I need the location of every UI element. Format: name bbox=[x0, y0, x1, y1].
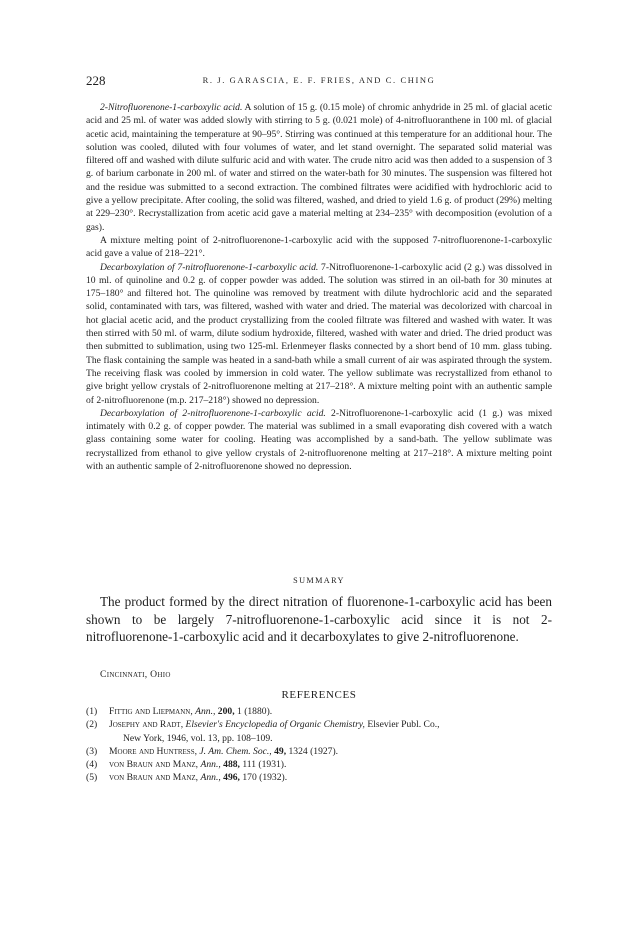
reference-number: (1) bbox=[86, 706, 98, 717]
paragraph bbox=[86, 261, 552, 407]
reference-item bbox=[86, 771, 552, 784]
paragraph bbox=[86, 101, 552, 234]
page-number: 228 bbox=[86, 73, 106, 88]
reference-number: (3) bbox=[86, 745, 98, 757]
summary-heading: SUMMARY bbox=[293, 576, 345, 585]
paragraph-text: 7-Nitrofluorenone-1-carboxylic acid (2 g.) was dissolved in 10 ml. of quinoline and 0.2 g. of copper powder was added. The solution was stirred in an oil-bath for 30 minutes at 175–180° and filtered hot. The quinoline was removed by treatment with dilute hydrochloric acid and the separated solid, contaminated with tars, was filtered, washed with water and dried. The material was decolorized with charcoal in hot glacial acetic acid, and the product crystallizing from the cooled filtrate was filtered and washed with water. It was then stirred with 50 ml. of warm, dilute sodium hydroxide, filtered, washed with water and dried. The dried product was then submitted to sublimation, using two 125-ml. Erlenmeyer flasks connected by a short bend of 10 mm. glass tubing. The flask containing the sample was heated in a sand-bath while a small current of air was aspirated through the system. The receiving flask was cooled by immersion in cold water. The yellow sublimate was recrystallized from ethanol to give bright yellow crystals of 2-nitrofluorenone melting at 217–218°. A mixture melting point with an authentic sample of 2-nitrofluorenone (m.p. 217–218°) showed no depression. bbox=[86, 261, 552, 406]
paragraph-runin-heading: Decarboxylation of 2-nitrofluorenone-1-carboxylic acid. bbox=[100, 407, 326, 419]
running-head: R. J. GARASCIA, E. F. FRIES, AND C. CHING bbox=[202, 75, 436, 85]
reference-volume: 488, bbox=[223, 759, 240, 771]
paragraph-runin-heading: 2-Nitrofluorenone-1-carboxylic acid. bbox=[100, 102, 243, 113]
paragraph bbox=[86, 407, 552, 473]
reference-number: (4) bbox=[86, 759, 98, 771]
reference-journal: Elsevier's Encyclopedia of Organic Chemistry, bbox=[185, 719, 365, 731]
reference-volume: 496, bbox=[223, 772, 240, 784]
reference-list bbox=[86, 705, 552, 785]
paragraph-text: A mixture melting point of 2-nitrofluorenone-1-carboxylic acid with the supposed 7-nitrofluorenone-1-carboxylic acid gave a value of 218–221°. bbox=[86, 234, 552, 260]
reference-pages: 1324 (1927). bbox=[286, 745, 339, 757]
reference-item bbox=[86, 705, 552, 718]
author-location: Cincinnati, Ohio bbox=[100, 669, 171, 680]
paragraph-runin-heading: Decarboxylation of 7-nitrofluorenone-1-carboxylic acid. bbox=[100, 261, 319, 273]
summary-text: The product formed by the direct nitration of fluorenone-1-carboxylic acid has been shown to be largely 7-nitrofluorenone-1-carboxylic acid since it is not 2-nitrofluorenone-1-carboxylic acid and it decarboxylates to give 2-nitrofluorenone. bbox=[86, 594, 552, 644]
reference-pages: 1 (1880). bbox=[234, 706, 273, 717]
reference-authors: Moore and Huntress, bbox=[109, 745, 197, 757]
reference-journal: Ann., bbox=[200, 759, 221, 771]
reference-item bbox=[86, 758, 552, 771]
reference-authors: von Braun and Manz, bbox=[109, 759, 199, 771]
paragraph-text: A solution of 15 g. (0.15 mole) of chromic anhydride in 25 ml. of glacial acetic acid and 25 ml. of water was added slowly with stirring to 5 g. (0.021 mole) of 4-nitrofluoranthene in 100 ml. of glacial acetic acid, maintaining the temperature at 90–95°. Stirring was continued at this temperature for an additional hour. The solution was cooled, diluted with four volumes of water, and let stand overnight. The separated solid material was filtered off and washed with dilute sulfuric acid and with water. The crude nitro acid was then added to a suspension of 3 g. of barium carbonate in 200 ml. of water and stirred on the water-bath for 30 minutes. The suspension was filtered hot and the residue was submitted to a second extraction. The combined filtrates were acidified with hydrochloric acid to give a yellow precipitate. After cooling, the solid was filtered, washed, and dried to yield 1.6 g. of product (29%) melting at 229–230°. Recrystallization from acetic acid gave a material melting at 234–235° with decomposition (evolution of a gas). bbox=[86, 102, 552, 233]
reference-number: (5) bbox=[86, 772, 98, 784]
reference-item bbox=[86, 718, 552, 745]
reference-pages: 170 (1932). bbox=[239, 772, 288, 784]
reference-volume: 200, bbox=[217, 706, 235, 717]
paragraph bbox=[86, 234, 552, 261]
reference-pages: 111 (1931). bbox=[239, 759, 287, 771]
reference-authors: Fittig and Liepmann, bbox=[109, 706, 193, 717]
reference-continuation: New York, 1946, vol. 13, pp. 108–109. bbox=[123, 732, 273, 744]
reference-authors: von Braun and Manz, bbox=[109, 772, 199, 784]
reference-journal: Ann., bbox=[200, 772, 221, 784]
reference-journal: J. Am. Chem. Soc., bbox=[199, 745, 272, 757]
reference-number: (2) bbox=[86, 719, 98, 731]
reference-pages: Elsevier Publ. Co., bbox=[364, 719, 440, 731]
references-heading: REFERENCES bbox=[281, 689, 357, 701]
reference-item bbox=[86, 745, 552, 758]
experimental-section bbox=[86, 101, 552, 473]
page-header bbox=[86, 73, 552, 91]
reference-authors: Josephy and Radt, bbox=[109, 719, 184, 731]
paragraph-text: 2-Nitrofluorenone-1-carboxylic acid (1 g.) was mixed intimately with 0.2 g. of copper powder. The material was sublimed in a small evaporating dish covered with a watch glass containing some water for cooling. Heating was accomplished by a sand-bath. The yellow sublimate was recrystallized from ethanol to give yellow crystals of 2-nitrofluorenone melting at 217–218°. A mixture melting point with an authentic sample of 2-nitrofluorenone showed no depression. bbox=[86, 407, 552, 473]
reference-volume: 49, bbox=[274, 745, 287, 757]
reference-journal: Ann., bbox=[195, 706, 216, 717]
